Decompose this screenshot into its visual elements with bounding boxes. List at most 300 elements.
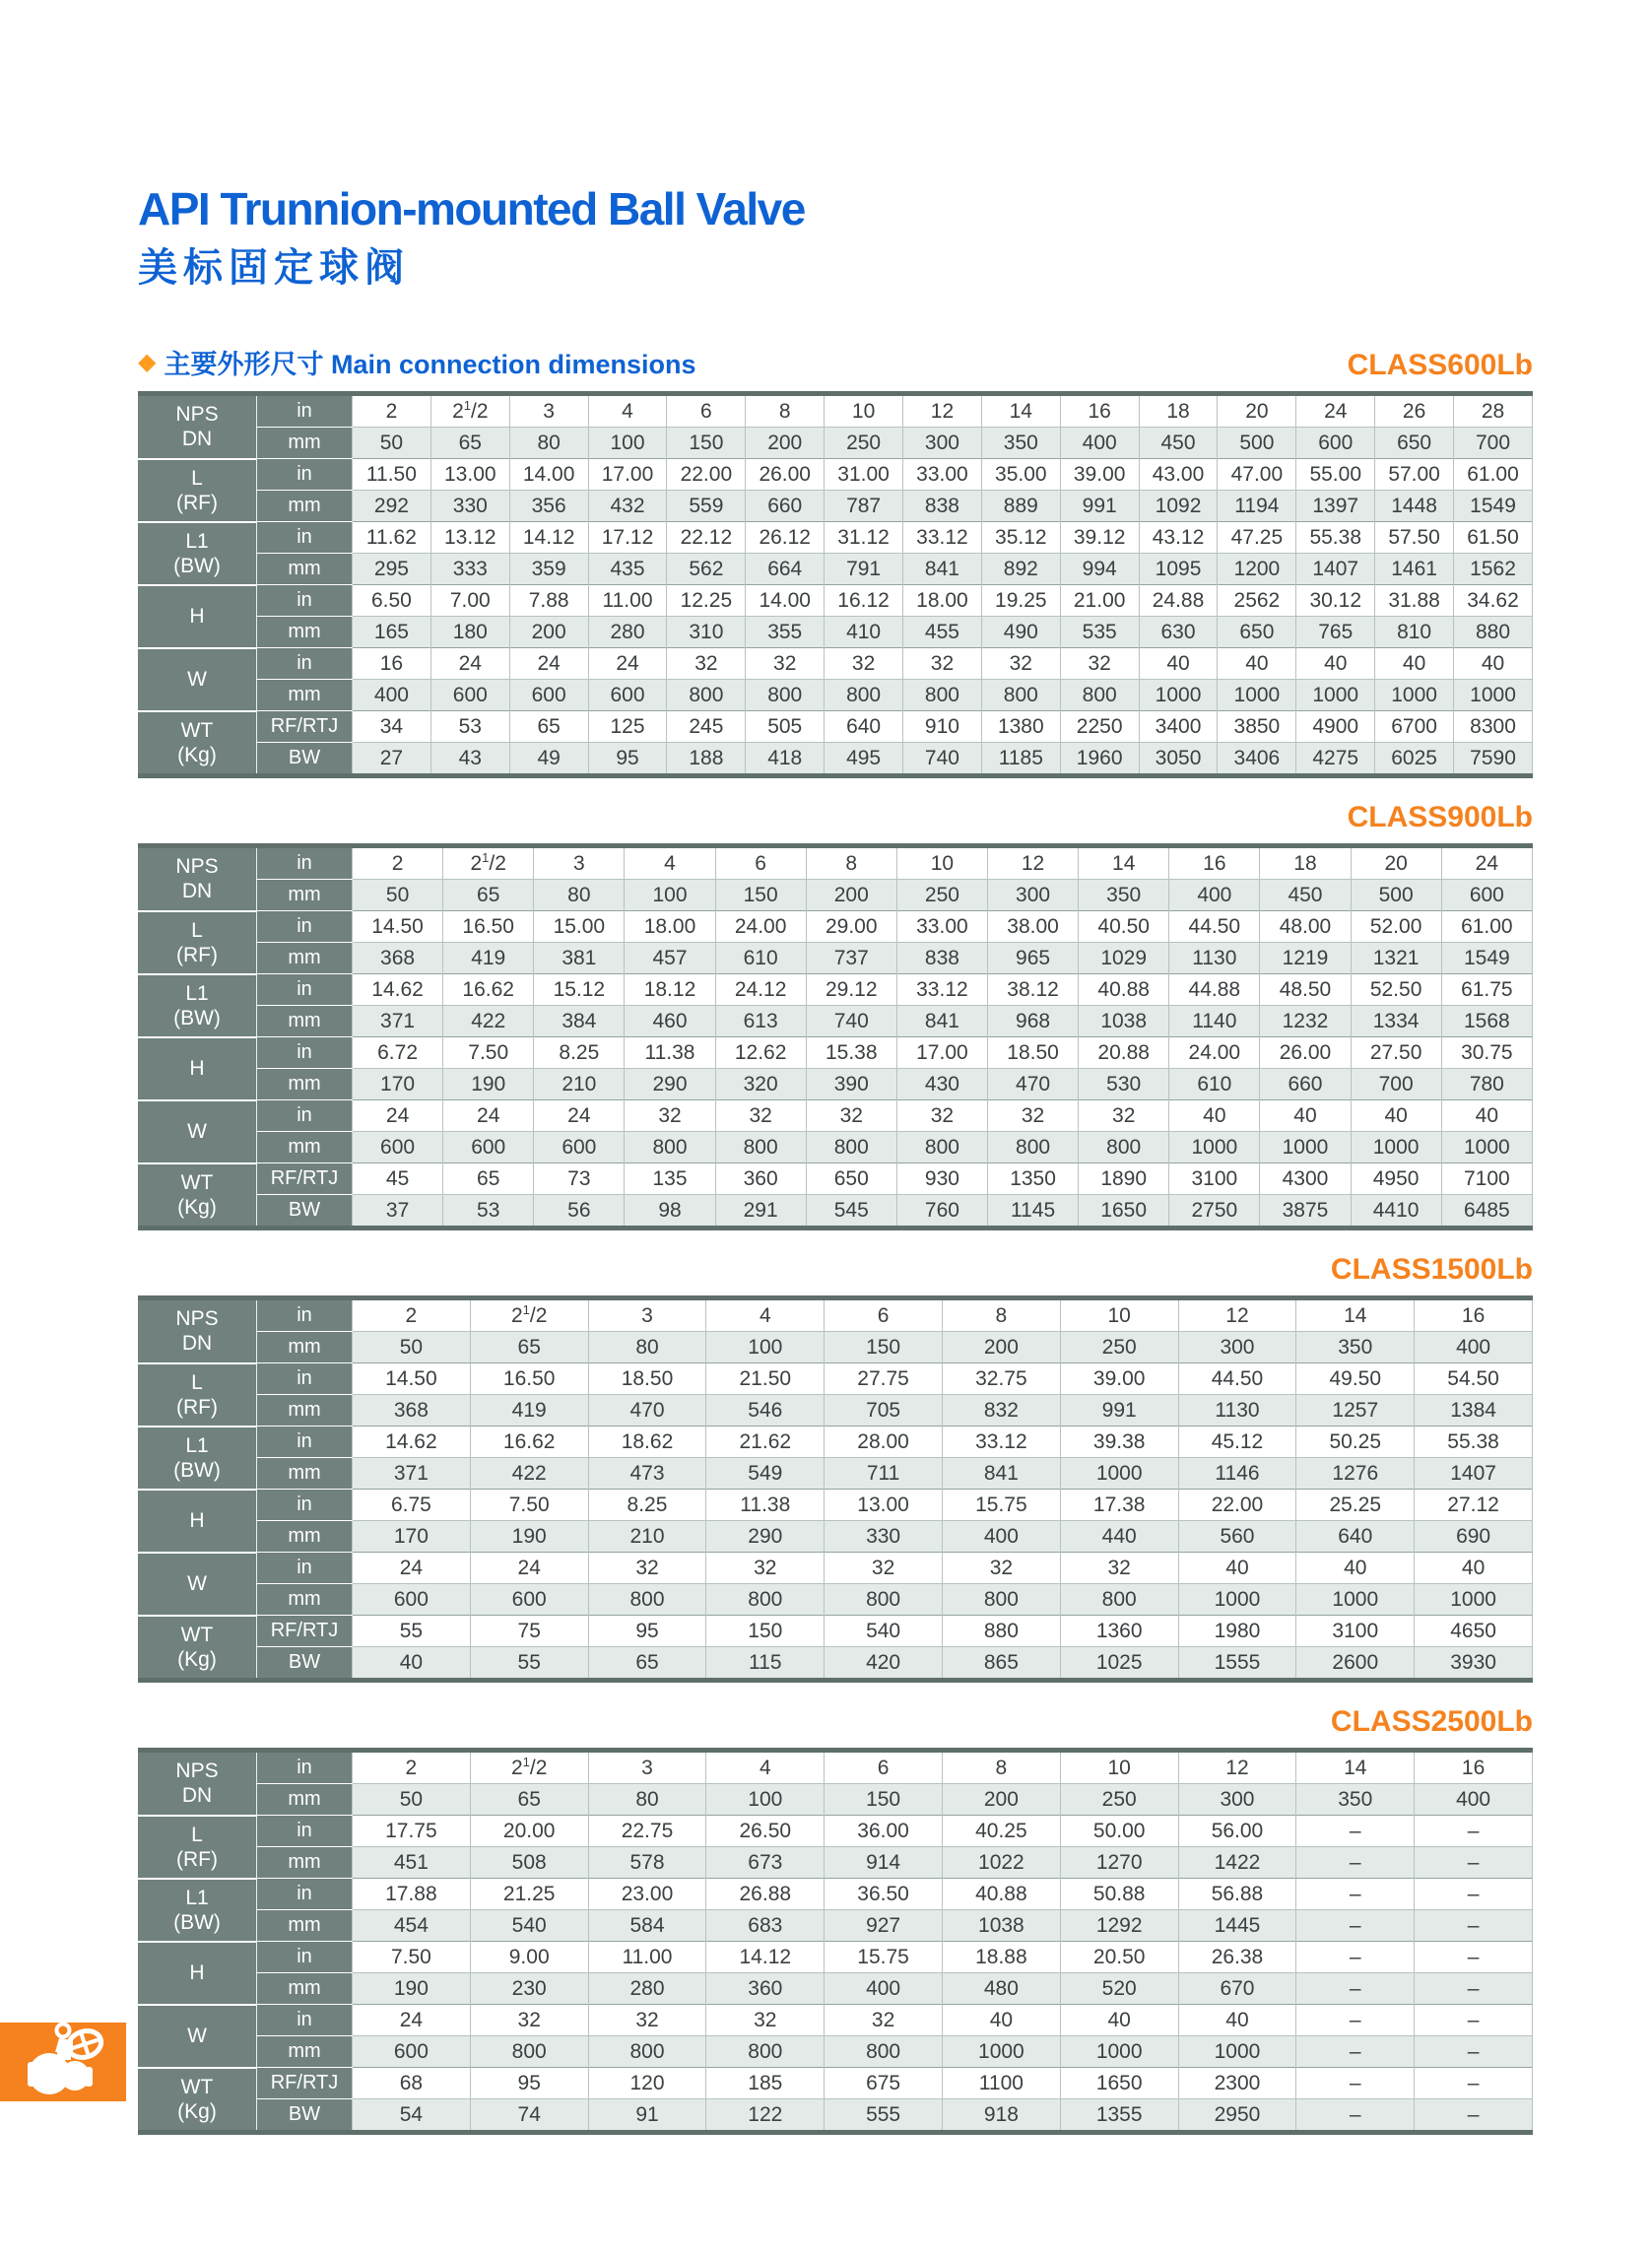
value-cell: $2^1/2$ <box>443 846 534 880</box>
value-cell: 34 <box>353 711 431 743</box>
unit-label: mm <box>257 1973 353 2005</box>
value-cell: 33.12 <box>896 974 987 1006</box>
row-group-label: L (RF) <box>138 911 257 974</box>
value-cell: 8.25 <box>588 1490 706 1521</box>
value-cell: 48.00 <box>1260 911 1351 943</box>
value-cell: 54 <box>353 2099 471 2133</box>
value-cell: 11.38 <box>706 1490 825 1521</box>
value-cell: 210 <box>534 1069 625 1100</box>
value-cell: 6025 <box>1375 743 1454 776</box>
value-cell: 295 <box>353 554 431 585</box>
value-cell: 740 <box>806 1006 896 1037</box>
value-cell: 800 <box>470 2036 588 2068</box>
value-cell: 4 <box>706 1298 825 1332</box>
value-cell: 47.25 <box>1218 522 1296 554</box>
value-cell: 350 <box>1296 1784 1415 1816</box>
value-cell: 250 <box>1060 1332 1178 1363</box>
value-cell: 17.38 <box>1060 1490 1178 1521</box>
row-group-label: WT (Kg) <box>138 711 257 776</box>
value-cell: 55 <box>353 1616 471 1647</box>
value-cell: 600 <box>443 1132 534 1163</box>
value-cell: 188 <box>667 743 746 776</box>
value-cell: 61.50 <box>1454 522 1533 554</box>
value-cell: 16.62 <box>470 1427 588 1458</box>
brand-logo <box>0 2023 126 2101</box>
value-cell: 450 <box>1260 880 1351 911</box>
value-cell: 600 <box>430 680 509 711</box>
value-cell: 21.62 <box>706 1427 825 1458</box>
value-cell: 210 <box>588 1521 706 1553</box>
value-cell: 6.50 <box>353 585 431 617</box>
value-cell: 25.25 <box>1296 1490 1415 1521</box>
unit-label: mm <box>257 617 353 648</box>
value-cell: 250 <box>1060 1784 1178 1816</box>
value-cell: 55 <box>470 1647 588 1681</box>
value-cell: 800 <box>1060 1584 1178 1616</box>
unit-label: in <box>257 1427 353 1458</box>
value-cell: $2^1/2$ <box>470 1298 588 1332</box>
value-cell: 40 <box>942 2005 1060 2036</box>
value-cell: 400 <box>825 1973 943 2005</box>
value-cell: 24 <box>534 1100 625 1132</box>
value-cell: 1276 <box>1296 1458 1415 1490</box>
value-cell: 546 <box>706 1395 825 1427</box>
value-cell: 422 <box>443 1006 534 1037</box>
value-cell: 1355 <box>1060 2099 1178 2133</box>
value-cell: 16.12 <box>825 585 903 617</box>
value-cell: 1000 <box>1178 2036 1296 2068</box>
value-cell: 800 <box>896 1132 987 1163</box>
value-cell: 1219 <box>1260 943 1351 974</box>
value-cell: 7100 <box>1441 1163 1532 1195</box>
value-cell: 65 <box>470 1784 588 1816</box>
value-cell: 800 <box>825 680 903 711</box>
value-cell: 1422 <box>1178 1847 1296 1879</box>
value-cell: 968 <box>987 1006 1078 1037</box>
value-cell: 683 <box>706 1910 825 1942</box>
value-cell: 440 <box>1060 1521 1178 1553</box>
value-cell: 350 <box>981 428 1060 459</box>
row-group-label: WT (Kg) <box>138 1163 257 1228</box>
value-cell: 14.12 <box>706 1942 825 1973</box>
value-cell: 613 <box>715 1006 806 1037</box>
value-cell: 7590 <box>1454 743 1533 776</box>
value-cell: 50 <box>353 880 443 911</box>
value-cell: 40 <box>1441 1100 1532 1132</box>
value-cell: 560 <box>1178 1521 1296 1553</box>
row-group-label: L1 (BW) <box>138 974 257 1037</box>
value-cell: 27 <box>353 743 431 776</box>
value-cell: 32 <box>903 648 982 680</box>
value-cell: 460 <box>625 1006 715 1037</box>
value-cell: 14.00 <box>509 459 588 491</box>
value-cell: 1029 <box>1079 943 1169 974</box>
value-cell: 24 <box>430 648 509 680</box>
unit-label: mm <box>257 1521 353 1553</box>
value-cell: 32 <box>715 1100 806 1132</box>
value-cell: 18.00 <box>903 585 982 617</box>
value-cell: 190 <box>443 1069 534 1100</box>
value-cell: 1000 <box>1375 680 1454 711</box>
value-cell: 7.50 <box>353 1942 471 1973</box>
value-cell: 39.00 <box>1060 1363 1178 1395</box>
value-cell: 1407 <box>1296 554 1375 585</box>
value-cell: 20.50 <box>1060 1942 1178 1973</box>
value-cell: 24 <box>1296 394 1375 428</box>
value-cell: 3100 <box>1296 1616 1415 1647</box>
row-group-label: L (RF) <box>138 459 257 522</box>
value-cell: 65 <box>470 1332 588 1363</box>
value-cell: 832 <box>942 1395 1060 1427</box>
value-cell: 359 <box>509 554 588 585</box>
value-cell: 7.00 <box>430 585 509 617</box>
dimensions-table-class2500 <box>138 1748 1533 2135</box>
value-cell: 56.00 <box>1178 1816 1296 1847</box>
value-cell: – <box>1415 2068 1533 2099</box>
value-cell: 18.12 <box>625 974 715 1006</box>
value-cell: 12.62 <box>715 1037 806 1069</box>
value-cell: 14.62 <box>353 974 443 1006</box>
value-cell: 2600 <box>1296 1647 1415 1681</box>
row-group-label: H <box>138 585 257 648</box>
value-cell: 15.75 <box>825 1942 943 1973</box>
value-cell: 800 <box>667 680 746 711</box>
value-cell: 14.62 <box>353 1427 471 1458</box>
value-cell: 1000 <box>1296 680 1375 711</box>
value-cell: 360 <box>715 1163 806 1195</box>
value-cell: 14 <box>1296 1751 1415 1784</box>
value-cell: 545 <box>806 1195 896 1228</box>
unit-label: mm <box>257 1395 353 1427</box>
value-cell: – <box>1415 2036 1533 2068</box>
value-cell: 800 <box>588 1584 706 1616</box>
value-cell: 120 <box>588 2068 706 2099</box>
value-cell: 454 <box>353 1910 471 1942</box>
value-cell: 115 <box>706 1647 825 1681</box>
value-cell: 800 <box>706 1584 825 1616</box>
value-cell: 700 <box>1454 428 1533 459</box>
value-cell: 2 <box>353 394 431 428</box>
value-cell: 965 <box>987 943 1078 974</box>
value-cell: 10 <box>1060 1751 1178 1784</box>
value-cell: 4275 <box>1296 743 1375 776</box>
value-cell: 18.88 <box>942 1942 1060 1973</box>
value-cell: 33.12 <box>942 1427 1060 1458</box>
value-cell: 18 <box>1139 394 1218 428</box>
value-cell: 800 <box>825 2036 943 2068</box>
value-cell: 1650 <box>1060 2068 1178 2099</box>
value-cell: 18 <box>1260 846 1351 880</box>
value-cell: 3406 <box>1218 743 1296 776</box>
unit-label: mm <box>257 1458 353 1490</box>
value-cell: 670 <box>1178 1973 1296 2005</box>
value-cell: 52.00 <box>1351 911 1441 943</box>
value-cell: 200 <box>806 880 896 911</box>
value-cell: 650 <box>806 1163 896 1195</box>
value-cell: 32 <box>746 648 825 680</box>
value-cell: 24 <box>1441 846 1532 880</box>
value-cell: 930 <box>896 1163 987 1195</box>
value-cell: 31.88 <box>1375 585 1454 617</box>
value-cell: 18.62 <box>588 1427 706 1458</box>
class-label-600: CLASS600Lb <box>1347 349 1533 381</box>
value-cell: 800 <box>706 2036 825 2068</box>
value-cell: 17.75 <box>353 1816 471 1847</box>
unit-label: in <box>257 459 353 491</box>
value-cell: 4950 <box>1351 1163 1441 1195</box>
value-cell: 914 <box>825 1847 943 1879</box>
value-cell: 19.25 <box>981 585 1060 617</box>
value-cell: 80 <box>509 428 588 459</box>
value-cell: – <box>1415 1879 1533 1910</box>
row-group-label: W <box>138 1553 257 1616</box>
value-cell: 40 <box>1139 648 1218 680</box>
value-cell: 490 <box>981 617 1060 648</box>
value-cell: 1095 <box>1139 554 1218 585</box>
value-cell: 371 <box>353 1006 443 1037</box>
value-cell: 74 <box>470 2099 588 2133</box>
value-cell: $2^1/2$ <box>430 394 509 428</box>
value-cell: 371 <box>353 1458 471 1490</box>
value-cell: 1145 <box>987 1195 1078 1228</box>
value-cell: 432 <box>588 491 667 522</box>
value-cell: 3 <box>534 846 625 880</box>
value-cell: 540 <box>825 1616 943 1647</box>
value-cell: 12 <box>1178 1298 1296 1332</box>
value-cell: 40 <box>1296 1553 1415 1584</box>
value-cell: 1000 <box>1218 680 1296 711</box>
value-cell: 7.88 <box>509 585 588 617</box>
value-cell: – <box>1415 2005 1533 2036</box>
value-cell: 16.62 <box>443 974 534 1006</box>
unit-label: in <box>257 2005 353 2036</box>
value-cell: 4300 <box>1260 1163 1351 1195</box>
value-cell: 400 <box>1415 1332 1533 1363</box>
value-cell: 880 <box>942 1616 1060 1647</box>
value-cell: 584 <box>588 1910 706 1942</box>
value-cell: 40 <box>1178 2005 1296 2036</box>
value-cell: 52.50 <box>1351 974 1441 1006</box>
value-cell: 350 <box>1296 1332 1415 1363</box>
value-cell: 16.50 <box>470 1363 588 1395</box>
value-cell: 6 <box>715 846 806 880</box>
value-cell: 32 <box>706 1553 825 1584</box>
value-cell: 40 <box>1178 1553 1296 1584</box>
page-content <box>138 0 1533 2135</box>
value-cell: 12 <box>987 846 1078 880</box>
value-cell: 991 <box>1060 1395 1178 1427</box>
value-cell: 40 <box>1169 1100 1260 1132</box>
value-cell: 33.00 <box>896 911 987 943</box>
value-cell: 1130 <box>1178 1395 1296 1427</box>
value-cell: 1257 <box>1296 1395 1415 1427</box>
class-label-2500: CLASS2500Lb <box>1330 1705 1533 1738</box>
value-cell: 1025 <box>1060 1647 1178 1681</box>
value-cell: 3 <box>588 1751 706 1784</box>
value-cell: 27.50 <box>1351 1037 1441 1069</box>
value-cell: 600 <box>353 1584 471 1616</box>
value-cell: 8.25 <box>534 1037 625 1069</box>
value-cell: 1000 <box>1351 1132 1441 1163</box>
unit-label: mm <box>257 880 353 911</box>
value-cell: 505 <box>746 711 825 743</box>
value-cell: – <box>1415 1816 1533 1847</box>
value-cell: 600 <box>534 1132 625 1163</box>
value-cell: 1092 <box>1139 491 1218 522</box>
value-cell: 3 <box>588 1298 706 1332</box>
value-cell: 28.00 <box>825 1427 943 1458</box>
value-cell: 54.50 <box>1415 1363 1533 1395</box>
value-cell: – <box>1415 1910 1533 1942</box>
value-cell: 892 <box>981 554 1060 585</box>
value-cell: 400 <box>1415 1784 1533 1816</box>
value-cell: 30.12 <box>1296 585 1375 617</box>
value-cell: 49.50 <box>1296 1363 1415 1395</box>
value-cell: 100 <box>588 428 667 459</box>
value-cell: 245 <box>667 711 746 743</box>
value-cell: 32 <box>987 1100 1078 1132</box>
value-cell: 1185 <box>981 743 1060 776</box>
row-group-label: W <box>138 648 257 711</box>
value-cell: 32 <box>896 1100 987 1132</box>
value-cell: 22.12 <box>667 522 746 554</box>
value-cell: 368 <box>353 1395 471 1427</box>
value-cell: 3930 <box>1415 1647 1533 1681</box>
value-cell: 53 <box>430 711 509 743</box>
value-cell: 49 <box>509 743 588 776</box>
value-cell: 150 <box>706 1616 825 1647</box>
unit-label: in <box>257 585 353 617</box>
value-cell: 800 <box>625 1132 715 1163</box>
value-cell: 700 <box>1351 1069 1441 1100</box>
value-cell: 1334 <box>1351 1006 1441 1037</box>
row-group-label: H <box>138 1037 257 1100</box>
value-cell: 435 <box>588 554 667 585</box>
value-cell: 100 <box>706 1784 825 1816</box>
value-cell: 320 <box>715 1069 806 1100</box>
value-cell: 32 <box>470 2005 588 2036</box>
value-cell: 24.00 <box>1169 1037 1260 1069</box>
value-cell: 300 <box>903 428 982 459</box>
row-group-label: H <box>138 1942 257 2005</box>
value-cell: 27.12 <box>1415 1490 1533 1521</box>
unit-label: in <box>257 1490 353 1521</box>
unit-label: in <box>257 648 353 680</box>
value-cell: 40.88 <box>1079 974 1169 1006</box>
value-cell: 555 <box>825 2099 943 2133</box>
section-heading-text: 主要外形尺寸 Main connection dimensions <box>164 350 696 379</box>
value-cell: 61.00 <box>1441 911 1532 943</box>
value-cell: 44.88 <box>1169 974 1260 1006</box>
unit-label: in <box>257 974 353 1006</box>
value-cell: 918 <box>942 2099 1060 2133</box>
value-cell: 1397 <box>1296 491 1375 522</box>
value-cell: 32 <box>825 2005 943 2036</box>
value-cell: 14.50 <box>353 911 443 943</box>
value-cell: 6 <box>825 1298 943 1332</box>
value-cell: – <box>1296 2099 1415 2133</box>
value-cell: 48.50 <box>1260 974 1351 1006</box>
value-cell: 1461 <box>1375 554 1454 585</box>
value-cell: 24 <box>470 1553 588 1584</box>
value-cell: 32 <box>825 1553 943 1584</box>
value-cell: 11.62 <box>353 522 431 554</box>
value-cell: 31.00 <box>825 459 903 491</box>
value-cell: 1232 <box>1260 1006 1351 1037</box>
value-cell: 95 <box>588 1616 706 1647</box>
value-cell: 1000 <box>1060 1458 1178 1490</box>
value-cell: 530 <box>1079 1069 1169 1100</box>
unit-label: in <box>257 1363 353 1395</box>
value-cell: 1000 <box>1415 1584 1533 1616</box>
unit-label: mm <box>257 680 353 711</box>
unit-label: mm <box>257 1910 353 1942</box>
value-cell: 800 <box>903 680 982 711</box>
value-cell: 40 <box>1454 648 1533 680</box>
value-cell: 400 <box>942 1521 1060 1553</box>
value-cell: 73 <box>534 1163 625 1195</box>
value-cell: – <box>1296 1847 1415 1879</box>
value-cell: 53 <box>443 1195 534 1228</box>
value-cell: 1022 <box>942 1847 1060 1879</box>
value-cell: 185 <box>706 2068 825 2099</box>
value-cell: 559 <box>667 491 746 522</box>
value-cell: 13.12 <box>430 522 509 554</box>
value-cell: – <box>1296 1942 1415 1973</box>
unit-label: in <box>257 1751 353 1784</box>
value-cell: 1384 <box>1415 1395 1533 1427</box>
value-cell: 368 <box>353 943 443 974</box>
value-cell: 1292 <box>1060 1910 1178 1942</box>
value-cell: 1980 <box>1178 1616 1296 1647</box>
value-cell: 27.75 <box>825 1363 943 1395</box>
value-cell: 800 <box>942 1584 1060 1616</box>
value-cell: 280 <box>588 1973 706 2005</box>
value-cell: 430 <box>896 1069 987 1100</box>
value-cell: 36.00 <box>825 1816 943 1847</box>
value-cell: 4410 <box>1351 1195 1441 1228</box>
value-cell: 300 <box>1178 1332 1296 1363</box>
value-cell: 400 <box>1169 880 1260 911</box>
value-cell: 32 <box>942 1553 1060 1584</box>
value-cell: 17.88 <box>353 1879 471 1910</box>
value-cell: 810 <box>1375 617 1454 648</box>
row-group-label: L (RF) <box>138 1816 257 1879</box>
value-cell: 451 <box>353 1847 471 1879</box>
unit-label: in <box>257 1816 353 1847</box>
value-cell: 100 <box>706 1332 825 1363</box>
unit-label: mm <box>257 943 353 974</box>
value-cell: 165 <box>353 617 431 648</box>
value-cell: 410 <box>825 617 903 648</box>
value-cell: 22.75 <box>588 1816 706 1847</box>
unit-label: BW <box>257 2099 353 2133</box>
value-cell: 10 <box>896 846 987 880</box>
value-cell: 17.12 <box>588 522 667 554</box>
value-cell: 22.00 <box>667 459 746 491</box>
value-cell: 250 <box>825 428 903 459</box>
value-cell: 600 <box>470 1584 588 1616</box>
row-group-label: NPS DN <box>138 1751 257 1816</box>
value-cell: 841 <box>942 1458 1060 1490</box>
row-group-label: L1 (BW) <box>138 1879 257 1942</box>
value-cell: 12 <box>903 394 982 428</box>
value-cell: 1360 <box>1060 1616 1178 1647</box>
value-cell: 640 <box>1296 1521 1415 1553</box>
value-cell: 600 <box>1296 428 1375 459</box>
value-cell: 40 <box>1351 1100 1441 1132</box>
value-cell: 7.50 <box>443 1037 534 1069</box>
